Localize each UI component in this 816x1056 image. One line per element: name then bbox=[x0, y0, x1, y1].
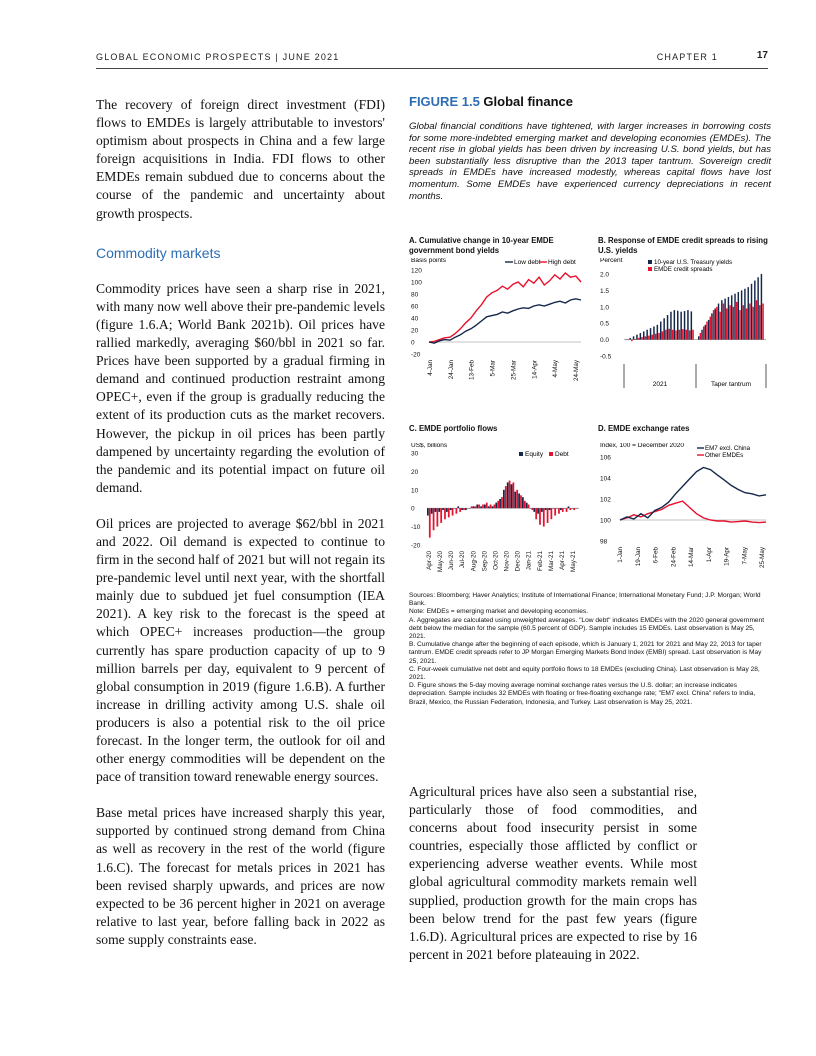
panel-a-ytick-label: 100 bbox=[411, 279, 422, 287]
panel-b-bar-spread bbox=[739, 310, 740, 340]
panel-b-bar-treasury bbox=[751, 284, 752, 340]
panel-b-bar-treasury bbox=[761, 274, 762, 340]
panel-d-series-other-emdes bbox=[620, 501, 766, 522]
panel-b-bar-treasury bbox=[701, 330, 702, 340]
panel-b bbox=[598, 236, 770, 398]
panel-c-bar-debt bbox=[478, 505, 480, 509]
panel-b-bar-spread bbox=[679, 330, 681, 340]
panel-b-bar-spread bbox=[762, 304, 763, 340]
panel-c-bar-equity bbox=[545, 508, 547, 510]
figure-title-text: Global finance bbox=[483, 94, 573, 109]
panel-b-bar-spread bbox=[641, 337, 643, 340]
panel-b-bar-treasury bbox=[636, 335, 638, 340]
panel-b-bar-treasury bbox=[718, 304, 719, 340]
panel-b-bar-treasury bbox=[691, 311, 693, 339]
panel-c-bar-equity bbox=[495, 503, 497, 509]
panel-b-bar-spread bbox=[706, 322, 707, 340]
section-heading: Commodity markets bbox=[96, 244, 221, 261]
panel-d-xtick-label: 14-Mar bbox=[688, 547, 695, 567]
panel-c-bar-equity bbox=[507, 482, 509, 508]
panel-b-ytick-label: 0.0 bbox=[600, 337, 610, 345]
panel-b-bar-spread bbox=[723, 304, 724, 340]
panel-b-ytick-label: 1.5 bbox=[600, 287, 610, 295]
panel-d-xtick-label: 1-Apr bbox=[705, 547, 713, 563]
oil-paragraph: Oil prices are projected to average $62/bbl in 2021 and 2022. Oil demand is expected to continue to firm in the second half of 2021 but will not regain its pre-pandemic level until next year, with the shortfall mainly due to subdued jet fuel consumption (IEA 2021). A key risk to the forecast is the speed at which OPEC+ increases production—the group currently has spare production capacity of up to 9 million barrels per day, equivalent to 9 percent of global consumption in 2019 (figure 1.6.B). A further increase in drilling activity among U.S. shale oil producers is also a potential risk to the oil price forecast. In the longer term, the outlook for oil and other energy commodities will be dependent on the pace of transition toward renewable energy sources. bbox=[96, 515, 385, 785]
panel-b-bar-treasury bbox=[646, 330, 648, 340]
panel-c-bar-debt bbox=[551, 508, 553, 519]
panel-a-ytick-label: 80 bbox=[411, 291, 419, 299]
panel-c-xtick-label: Dec-20 bbox=[514, 551, 522, 572]
panel-c-bar-debt bbox=[490, 505, 492, 509]
panel-c-bar-debt bbox=[562, 508, 564, 512]
metals-paragraph: Base metal prices have increased sharply this year, supported by continued strong demand from China as well as recovery in the rest of the world (figure 1.6.C). The forecast for metals prices in 2021 has been revised sharply upwards, and prices are now expected to be 36 percent higher in 2021 on average relative to last year, before falling back in 2022 as some supply constraints ease. bbox=[96, 805, 385, 947]
running-title: GLOBAL ECONOMIC PROSPECTS | JUNE 2021 bbox=[96, 52, 340, 62]
header-rule bbox=[96, 68, 768, 69]
panel-b-bar-spread bbox=[638, 338, 640, 340]
panel-b-bar-spread bbox=[635, 339, 637, 340]
panel-b-ytick-label: 1.0 bbox=[600, 304, 610, 312]
panel-d-ytick-label: 106 bbox=[600, 454, 611, 462]
panel-a-ytick-label: 120 bbox=[411, 267, 422, 275]
panel-b-bar-treasury bbox=[684, 311, 686, 340]
panel-c-bar-equity bbox=[438, 508, 440, 512]
panel-c-bar-debt bbox=[558, 508, 560, 514]
panel-b-bar-treasury bbox=[698, 336, 699, 339]
panel-b-bar-spread bbox=[736, 302, 737, 340]
panel-c-bar-equity bbox=[541, 508, 543, 512]
panel-d-xtick-label: 7-May bbox=[741, 547, 749, 565]
panel-b-bar-spread bbox=[703, 326, 704, 339]
figure-intro: Global financial conditions have tightened, with larger increases in borrowing costs for some more-indebted emerging market and developing economies (EMDEs). The recent rise in global yields has been driven by increasing U.S. bond yields, but has been substantially less disruptive than the 2013 taper tantrum. Sovereign credit spreads in EMDEs have increased modestly, whereas capital flows have lost momentum. Some EMDEs have experienced currency depreciations in recent months. bbox=[409, 121, 771, 202]
panel-b-bar-spread bbox=[700, 333, 701, 340]
panel-d-ytick-label: 98 bbox=[600, 538, 608, 546]
panel-c-bar-debt bbox=[532, 508, 534, 510]
panel-c-bar-debt bbox=[475, 506, 477, 508]
panel-d-xtick-label: 24-Feb bbox=[670, 547, 678, 567]
panel-b-bar-treasury bbox=[708, 320, 709, 340]
panel-a-xtick-label: 25-Mar bbox=[510, 360, 518, 380]
panel-b-bar-treasury bbox=[711, 313, 712, 339]
panel-b-bar-treasury bbox=[663, 318, 665, 339]
panel-a-chart bbox=[409, 258, 589, 398]
panel-b-bar-treasury bbox=[728, 297, 729, 340]
figure-block bbox=[409, 94, 771, 202]
panel-a-legend-low: Low debt bbox=[514, 259, 541, 266]
panel-b-bar-spread bbox=[752, 307, 753, 340]
panel-b-bar-spread bbox=[655, 334, 657, 340]
panel-c-bar-debt bbox=[524, 501, 526, 508]
panel-c-bar-equity bbox=[537, 508, 539, 514]
panel-a-ytick-label: 0 bbox=[411, 339, 415, 347]
panel-c-xtick-label: May-21 bbox=[570, 551, 577, 572]
panel-c-xtick-label: Feb-21 bbox=[536, 551, 544, 571]
panel-d-legend-other: Other EMDEs bbox=[705, 452, 744, 459]
panel-c-bar-equity bbox=[568, 506, 570, 508]
panel-a-ytick-label: 40 bbox=[411, 315, 419, 323]
panel-b-ylabel: Percent bbox=[600, 258, 623, 264]
panel-c-bar-equity bbox=[522, 497, 524, 508]
panel-c-bar-debt bbox=[573, 508, 575, 510]
panel-c-bar-debt bbox=[566, 508, 568, 512]
panel-b-bar-spread bbox=[729, 305, 730, 339]
panel-b-bar-treasury bbox=[643, 331, 645, 339]
panel-b-bar-treasury bbox=[680, 312, 682, 340]
panel-b-bar-treasury bbox=[724, 299, 725, 340]
panel-c-bar-debt bbox=[543, 508, 545, 526]
panel-b-group-label: 2021 bbox=[652, 381, 668, 388]
panel-b-bar-spread bbox=[749, 304, 750, 340]
panel-a-ytick-label: 60 bbox=[411, 303, 419, 311]
panel-d-legend-em7: EM7 excl. China bbox=[705, 445, 751, 452]
panel-b-bar-spread bbox=[652, 335, 654, 340]
panel-b-bar-treasury bbox=[754, 281, 755, 340]
panel-c-bar-equity bbox=[499, 499, 501, 508]
panel-c-bar-debt bbox=[505, 486, 507, 508]
panel-c-bar-debt bbox=[471, 506, 473, 508]
panel-b-bar-treasury bbox=[734, 294, 735, 340]
panel-a bbox=[409, 236, 589, 398]
note-d: D. Figure shows the 5-day moving average nominal exchange rates versus the U.S. dollar; an increase indicates depreciation. Sample includes 32 EMDEs with floating or free-floating exchange rate; "EM7 excl. China" refers to India, Brazil, Mexico, the Russian Federation, Indonesia, and Turkey. Last observation is May 25, 2021. bbox=[409, 682, 756, 706]
panel-c-bar-debt bbox=[433, 508, 435, 530]
panel-c-legend-swatch-debt bbox=[549, 452, 553, 456]
panel-b-bar-treasury bbox=[650, 328, 652, 339]
panel-c-xtick-label: May-20 bbox=[437, 551, 445, 572]
note-main: Note: EMDEs = emerging market and developing economies. bbox=[409, 608, 589, 616]
panel-c-legend-swatch-equity bbox=[519, 452, 523, 456]
panel-c-bar-equity bbox=[442, 508, 444, 510]
panel-b-chart bbox=[598, 258, 770, 398]
panel-b-bar-spread bbox=[726, 308, 727, 339]
panel-c-bar-equity bbox=[427, 508, 429, 515]
panel-b-bar-treasury bbox=[640, 333, 642, 340]
panel-d-xtick-label: 19-Apr bbox=[723, 547, 731, 566]
panel-c-bar-equity bbox=[476, 505, 478, 509]
panel-c-xtick-label: Apr-21 bbox=[558, 551, 566, 570]
panel-b-bar-treasury bbox=[660, 322, 662, 340]
panel-b-bar-treasury bbox=[657, 325, 659, 340]
panel-c-xtick-label: Mar-21 bbox=[547, 551, 555, 571]
panel-b-bar-treasury bbox=[667, 315, 669, 340]
panel-c-bar-equity bbox=[446, 508, 448, 512]
panel-b-bar-treasury bbox=[721, 300, 722, 339]
running-header bbox=[96, 50, 768, 66]
panel-c-xtick-label: Sep-20 bbox=[481, 551, 489, 572]
panel-b-legend-spread: EMDE credit spreads bbox=[654, 266, 713, 273]
panel-c-bar-debt bbox=[539, 508, 541, 525]
panel-d-xtick-label: 25-May bbox=[759, 547, 766, 568]
panel-c-bar-debt bbox=[528, 505, 530, 509]
panel-c-bar-debt bbox=[456, 508, 458, 514]
panel-c-bar-debt bbox=[509, 481, 511, 509]
panel-b-bar-treasury bbox=[757, 277, 758, 339]
panel-a-xtick-label: 24-May bbox=[573, 360, 580, 381]
panel-c-xtick-label: Apr-20 bbox=[426, 551, 433, 570]
panel-c bbox=[409, 424, 589, 593]
panel-d-ytick-label: 100 bbox=[600, 517, 611, 525]
panel-a-legend-high: High debt bbox=[548, 259, 576, 266]
panel-c-bar-equity bbox=[560, 508, 562, 510]
panel-a-xtick-label: 24-Jan bbox=[447, 360, 455, 380]
panel-b-ytick-label: 0.5 bbox=[600, 320, 610, 328]
panel-b-bar-spread bbox=[686, 330, 688, 340]
panel-c-bar-debt bbox=[494, 505, 496, 509]
panel-c-bar-debt bbox=[554, 508, 556, 515]
panel-c-bar-equity bbox=[533, 508, 535, 512]
panel-a-xtick-label: 5-Mar bbox=[489, 360, 497, 377]
panel-b-bar-spread bbox=[631, 340, 633, 342]
panel-c-bar-equity bbox=[457, 506, 459, 508]
panel-c-bar-debt bbox=[486, 503, 488, 509]
panel-b-bar-spread bbox=[719, 312, 720, 340]
panel-c-bar-debt bbox=[448, 508, 450, 517]
panel-b-bar-spread bbox=[645, 336, 647, 339]
panel-a-xtick-label: 14-Apr bbox=[531, 360, 539, 379]
panel-c-bar-debt bbox=[440, 508, 442, 523]
panel-b-bar-treasury bbox=[738, 292, 739, 340]
panel-a-xtick-label: 4-May bbox=[552, 360, 560, 378]
panel-c-bar-debt bbox=[429, 508, 431, 537]
panel-a-xtick-label: 13-Feb bbox=[468, 360, 476, 380]
panel-d-series-em7 bbox=[620, 468, 766, 521]
figure-notes bbox=[409, 592, 771, 707]
panel-c-legend-debt: Debt bbox=[555, 451, 569, 458]
panel-c-bar-equity bbox=[465, 508, 467, 510]
panel-c-bar-debt bbox=[482, 505, 484, 509]
panel-c-bar-debt bbox=[463, 508, 465, 510]
panel-b-bar-treasury bbox=[626, 340, 628, 341]
panel-b-bar-spread bbox=[759, 305, 760, 339]
note-c: C. Four-week cumulative net debt and equity portfolio flows to 18 EMDEs (excluding China). Last observation is May 28, 2021. bbox=[409, 665, 760, 682]
panel-c-bar-debt bbox=[452, 508, 454, 515]
panel-b-bar-spread bbox=[658, 333, 660, 340]
sources-note: Sources: Bloomberg; Haver Analytics; Institute of International Finance; International Monetary Fund; J.P. Morgan; World Bank. bbox=[409, 592, 761, 608]
panel-c-bar-equity bbox=[511, 484, 513, 508]
panel-d-xtick-label: 6-Feb bbox=[652, 547, 660, 564]
left-column bbox=[96, 96, 385, 949]
panel-c-bar-debt bbox=[547, 508, 549, 523]
panel-b-bar-spread bbox=[756, 300, 757, 339]
panel-c-bar-debt bbox=[535, 508, 537, 519]
panel-c-bar-equity bbox=[435, 508, 437, 512]
panel-c-xtick-label: Jun-20 bbox=[448, 551, 456, 571]
chapter-label: CHAPTER 1 bbox=[656, 52, 718, 62]
panel-b-bar-spread bbox=[672, 330, 674, 340]
panel-c-ytick-label: 20 bbox=[411, 468, 419, 476]
panel-d bbox=[598, 424, 770, 593]
page-number: 17 bbox=[756, 50, 768, 61]
panel-d-xtick-label: 1-Jan bbox=[617, 547, 624, 563]
panel-c-ytick-label: 30 bbox=[411, 450, 419, 458]
panel-b-bar-spread bbox=[675, 330, 677, 339]
panel-a-title: A. Cumulative change in 10-year EMDE government bond yields bbox=[409, 236, 554, 255]
note-b: B. Cumulative change after the beginning of each episode, which is January 1, 2021 for 2021 and May 22, 2013 for taper tantrum. EMDE credit spreads refer to JP Morgan Emerging Markets Bond Index (EMBI) spread. Last observation is May 25, 2021. bbox=[409, 641, 762, 665]
panel-c-bar-equity bbox=[431, 508, 433, 514]
panel-b-bar-spread bbox=[716, 307, 717, 340]
panel-d-chart bbox=[598, 443, 770, 593]
right-column bbox=[409, 783, 697, 964]
panel-b-bar-spread bbox=[628, 340, 630, 341]
panel-b-bar-treasury bbox=[629, 338, 631, 340]
panel-c-bar-debt bbox=[516, 490, 518, 508]
panel-b-bar-treasury bbox=[653, 326, 655, 339]
panel-c-bar-debt bbox=[513, 482, 515, 508]
panel-c-bar-debt bbox=[444, 508, 446, 519]
panel-c-bar-equity bbox=[514, 492, 516, 509]
agri-paragraph: Agricultural prices have also seen a substantial rise, particularly those of food commodities, and concerns about food insecurity persist in some countries, especially those afflicted by conflict or experiencing adverse weather events. While most global agricultural commodity markets remain well supplied, production growth for the main crops has been below trend for the past few years (figure 1.6.D). Agricultural prices are expected to rise by 16 percent in 2021 before plateauing in 2022. bbox=[409, 784, 697, 962]
figure-number: FIGURE 1.5 bbox=[409, 94, 480, 109]
panel-c-bar-equity bbox=[518, 493, 520, 508]
panel-c-legend-equity: Equity bbox=[525, 451, 544, 458]
panel-b-bar-spread bbox=[682, 329, 684, 339]
panel-b-bar-spread bbox=[648, 336, 650, 340]
panel-c-chart bbox=[409, 443, 589, 593]
panel-c-xtick-label: Oct-20 bbox=[492, 551, 500, 570]
panel-d-ytick-label: 104 bbox=[600, 475, 611, 483]
panel-c-bar-equity bbox=[549, 508, 551, 510]
panel-c-bar-equity bbox=[461, 508, 463, 510]
panel-c-bar-equity bbox=[526, 503, 528, 509]
panel-a-series-high-debt bbox=[429, 273, 581, 342]
panel-b-bar-treasury bbox=[687, 310, 689, 340]
panel-b-bar-treasury bbox=[741, 290, 742, 339]
panel-c-bar-debt bbox=[520, 495, 522, 508]
panel-c-bar-debt bbox=[570, 508, 572, 510]
figure-title bbox=[409, 94, 771, 109]
panel-c-xtick-label: Jan-21 bbox=[525, 551, 533, 571]
panel-c-ytick-label: 0 bbox=[411, 505, 415, 513]
panel-c-bar-equity bbox=[492, 506, 494, 508]
panel-c-bar-equity bbox=[473, 506, 475, 508]
panel-c-bar-debt bbox=[497, 501, 499, 508]
panel-c-bar-equity bbox=[450, 508, 452, 510]
panel-b-bar-treasury bbox=[674, 310, 676, 340]
panel-d-ylabel: Index, 100 = December 2020 bbox=[600, 443, 685, 449]
panel-c-ytick-label: 10 bbox=[411, 487, 419, 495]
panel-b-bar-treasury bbox=[715, 308, 716, 339]
panel-b-bar-treasury bbox=[670, 312, 672, 340]
panel-b-legend-treasury: 10-year U.S. Treasury yields bbox=[654, 259, 733, 266]
panel-c-xtick-label: Jul-20 bbox=[459, 551, 467, 569]
panel-b-bar-spread bbox=[669, 329, 671, 340]
panel-c-bar-debt bbox=[501, 497, 503, 508]
panel-b-bar-treasury bbox=[633, 336, 635, 339]
panel-b-bar-spread bbox=[662, 331, 664, 339]
panel-c-title: C. EMDE portfolio flows bbox=[409, 424, 498, 433]
panel-d-ytick-label: 102 bbox=[600, 496, 611, 504]
panel-a-ytick-label: -20 bbox=[411, 351, 421, 359]
panel-b-bar-spread bbox=[689, 330, 691, 339]
panel-b-bar-spread bbox=[692, 330, 694, 340]
panel-c-ytick-label: -10 bbox=[411, 524, 421, 532]
panel-b-bar-treasury bbox=[677, 311, 679, 340]
panel-b-legend-swatch-spread bbox=[648, 267, 652, 271]
panel-c-bar-debt bbox=[437, 508, 439, 526]
fdi-paragraph: The recovery of foreign direct investment (FDI) flows to EMDEs is largely attributable to investors' optimism about prospects in China and a few large foreign acquisitions in India. FDI flows to other EMDEs remain subdued due to concerns about the course of the pandemic and uncertainty about growth prospects. bbox=[96, 97, 385, 221]
panel-a-ytick-label: 20 bbox=[411, 327, 419, 335]
panel-c-xtick-label: Aug-20 bbox=[470, 551, 478, 572]
panel-d-xtick-label: 19-Jan bbox=[634, 547, 642, 567]
panel-c-xtick-label: Nov-20 bbox=[503, 551, 511, 572]
panel-a-xtick-label: 4-Jan bbox=[427, 360, 434, 376]
panel-c-bar-equity bbox=[488, 506, 490, 508]
commodity-paragraph: Commodity prices have seen a sharp rise in 2021, with many now well above their pre-pandemic levels (figure 1.6.A; World Bank 2021b). Oil prices have rallied markedly, averaging $60/bbl in 2021 so far. Prices have been supported by a gradual firming in demand and continued production restraint among OPEC+, even if the group is gradually reducing the extent of its production cuts as the market recovers. However, the pickup in oil prices has been partly dampened by uncertainty regarding the evolution of the pandemic and its potential impact on future oil demand. bbox=[96, 280, 385, 495]
panel-b-ytick-label: 2.0 bbox=[600, 271, 610, 279]
panel-c-ytick-label: -20 bbox=[411, 542, 421, 550]
panel-d-title: D. EMDE exchange rates bbox=[598, 424, 690, 433]
panel-c-bar-equity bbox=[484, 505, 486, 509]
panel-b-bar-treasury bbox=[744, 289, 745, 340]
panel-c-bar-equity bbox=[503, 490, 505, 508]
panel-b-bar-spread bbox=[743, 305, 744, 339]
panel-b-bar-spread bbox=[713, 310, 714, 340]
panel-b-bar-spread bbox=[746, 308, 747, 339]
panel-b-bar-spread bbox=[710, 317, 711, 340]
panel-b-legend-swatch-treasury bbox=[648, 260, 652, 264]
panel-b-bar-spread bbox=[665, 330, 667, 340]
panel-c-bar-equity bbox=[480, 506, 482, 508]
panel-b-bar-treasury bbox=[705, 325, 706, 340]
panel-b-group-label: Taper tantrum bbox=[710, 381, 752, 388]
panel-c-ylabel: US$, billions bbox=[411, 443, 448, 449]
panel-a-ylabel: Basis points bbox=[411, 258, 447, 264]
panel-b-title: B. Response of EMDE credit spreads to rising U.S. yields bbox=[598, 236, 768, 255]
panel-c-bar-debt bbox=[459, 508, 461, 512]
panel-b-bar-spread bbox=[733, 307, 734, 340]
panel-b-bar-treasury bbox=[748, 287, 749, 339]
note-a: A. Aggregates are calculated using unweighted averages. "Low debt" indicates EMDEs with the 2020 general government debt below the median for the sample (60.5 percent of GDP). Sample includes 15 EMDEs. Last observation is May 25, 2021. bbox=[409, 616, 765, 641]
panel-b-ytick-label: -0.5 bbox=[600, 353, 612, 361]
panel-b-bar-treasury bbox=[731, 295, 732, 339]
